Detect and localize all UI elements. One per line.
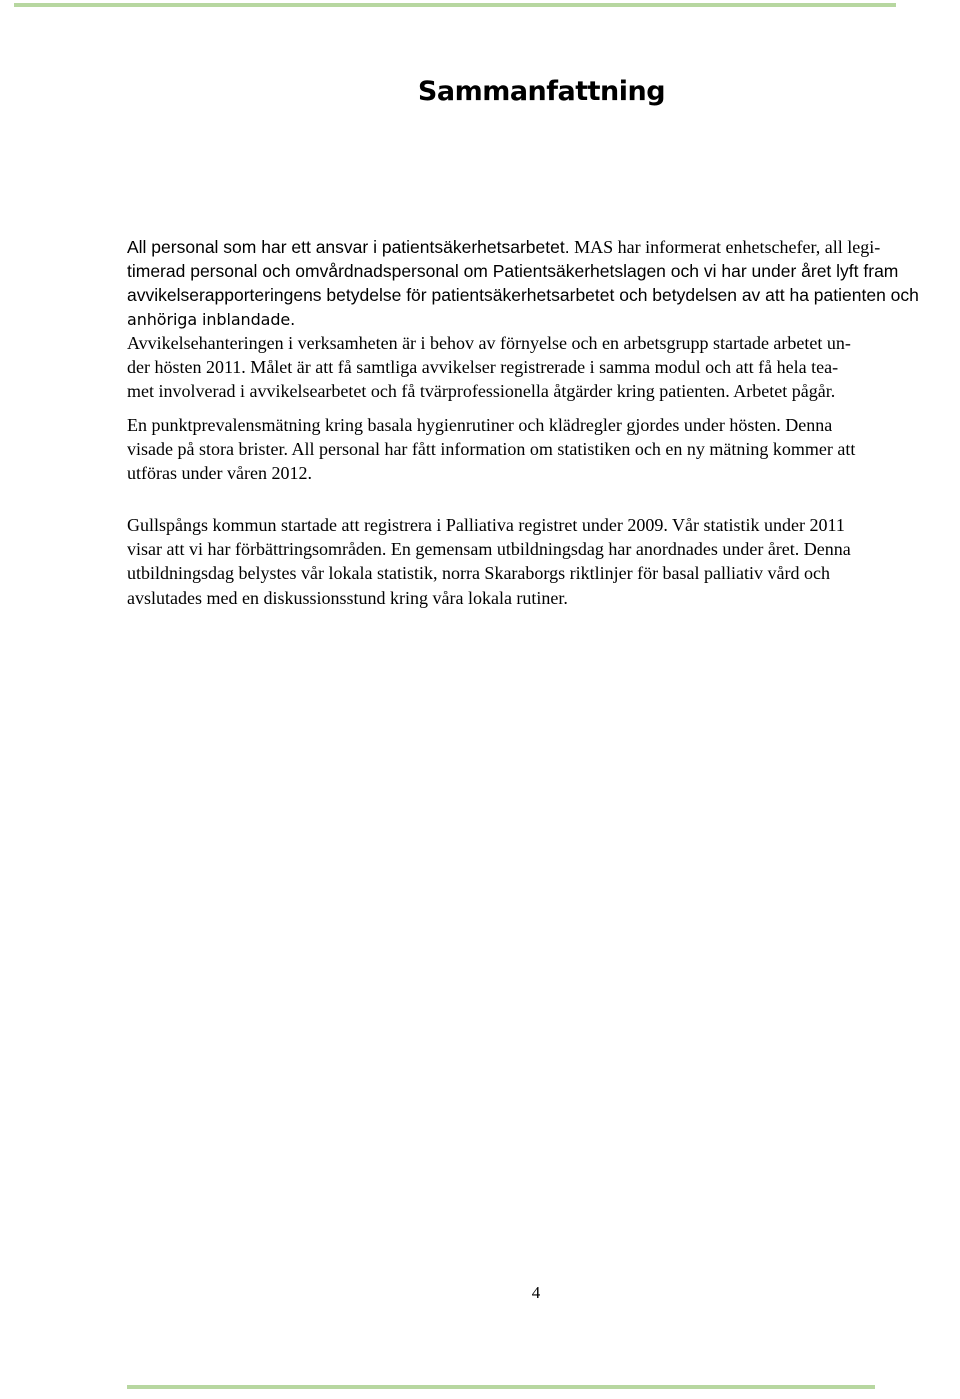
paragraph-line xyxy=(127,235,959,259)
paragraph-line: anhöriga inblandade. xyxy=(127,309,296,329)
paragraph-palliative-registry xyxy=(127,513,959,610)
paragraph-line: visade på stora brister. All personal har fått information om statistiken och en ny mätning kommer att xyxy=(127,439,856,460)
paragraph-line: Avvikelsehanteringen i verksamheten är i behov av förnyelse och en arbetsgrupp startade arbetet un- xyxy=(127,333,851,353)
paragraph-line-rest: MAS har informerat enhetschefer, all legi- xyxy=(569,237,881,257)
paragraph-line: met involverad i avvikelsearbetet och få tvärprofessionella åtgärder kring patienten. Arbetet pågår. xyxy=(127,381,836,402)
paragraph-deviation-handling xyxy=(127,331,959,404)
paragraph-line: visar att vi har förbättringsområden. En gemensam utbildningsdag har anordnades under året. Denna xyxy=(127,539,851,560)
paragraph-line: avslutades med en diskussionsstund kring våra lokala rutiner. xyxy=(127,587,568,608)
paragraph-line: Gullspångs kommun startade att registrera i Palliativa registret under 2009. Vår statistik under 2011 xyxy=(127,515,845,535)
paragraph-line: En punktprevalensmätning kring basala hygienrutiner och klädregler gjordes under hösten. Denna xyxy=(127,415,833,435)
paragraph-line: avvikelserapporteringens betydelse för patientsäkerhetsarbetet och betydelsen av att ha patienten och xyxy=(127,285,919,306)
paragraph-line-lead: All personal som har ett ansvar i patientsäkerhetsarbetet. xyxy=(127,237,570,257)
paragraph-patient-safety xyxy=(127,235,959,332)
top-decorative-rule xyxy=(14,3,896,7)
paragraph-line: der hösten 2011. Målet är att få samtliga avvikelser registrerade i samma modul och att få hela tea- xyxy=(127,357,839,378)
paragraph-line: utföras under våren 2012. xyxy=(127,463,312,484)
paragraph-line: timerad personal och omvårdnadspersonal om Patientsäkerhetslagen och vi har under året lyft fram xyxy=(127,261,899,282)
paragraph-hygiene-measurement xyxy=(127,413,959,486)
paragraph-line: utbildningsdag belystes vår lokala statistik, norra Skaraborgs riktlinjer för basal palliativ vård och xyxy=(127,563,831,584)
bottom-decorative-rule xyxy=(127,1385,875,1389)
page-title: Sammanfattning xyxy=(417,76,666,107)
page-number: 4 xyxy=(531,1283,541,1302)
